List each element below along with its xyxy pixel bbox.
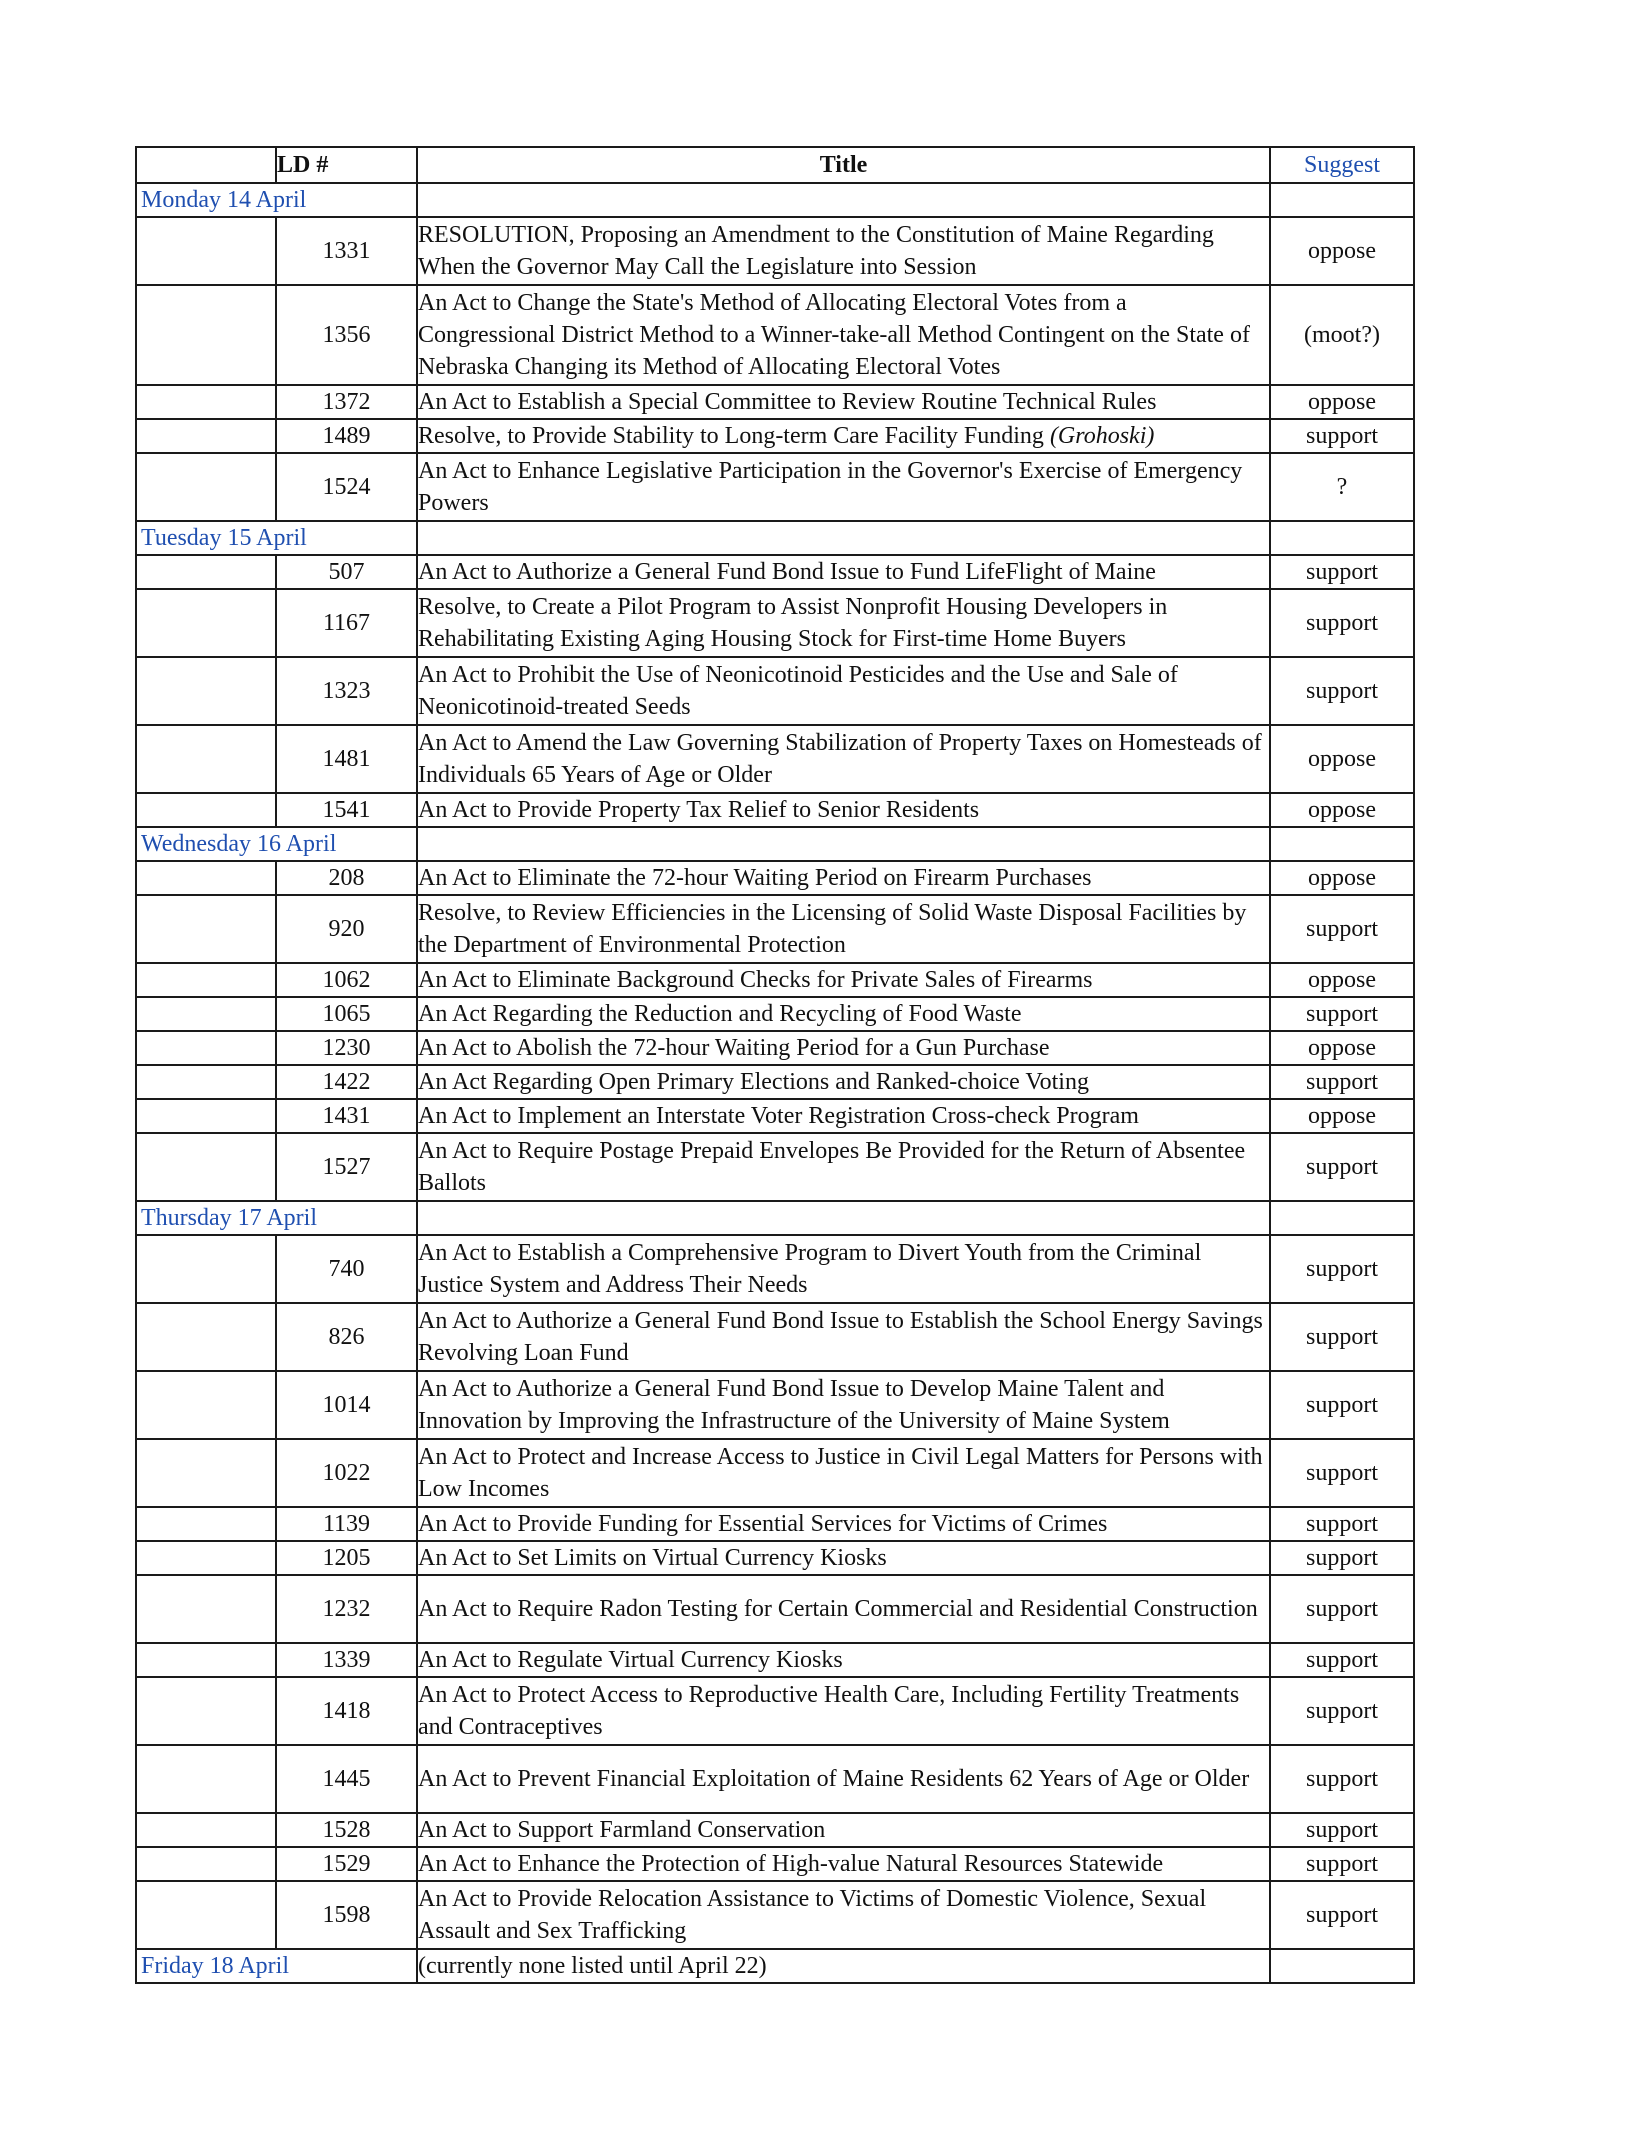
ld-number: 1418 xyxy=(276,1677,417,1745)
suggestion: support xyxy=(1270,1813,1414,1847)
bill-title: An Act to Prohibit the Use of Neonicotinoid Pesticides and the Use and Sale of Neonicotinoid-treated Seeds xyxy=(417,657,1270,725)
ld-number: 1489 xyxy=(276,419,417,453)
ld-number: 1139 xyxy=(276,1507,417,1541)
day-label: Tuesday 15 April xyxy=(136,521,417,555)
suggest-column-header: Suggest xyxy=(1270,147,1414,183)
bill-row xyxy=(136,1677,1414,1745)
ld-number: 1528 xyxy=(276,1813,417,1847)
suggestion: oppose xyxy=(1270,861,1414,895)
suggestion: support xyxy=(1270,1881,1414,1949)
bill-row xyxy=(136,725,1414,793)
suggestion: support xyxy=(1270,1065,1414,1099)
bill-row xyxy=(136,963,1414,997)
bill-title: An Act to Abolish the 72-hour Waiting Period for a Gun Purchase xyxy=(417,1031,1270,1065)
suggestion: support xyxy=(1270,1133,1414,1201)
day-row-friday xyxy=(136,1949,1414,1983)
bill-title: An Act to Eliminate the 72-hour Waiting Period on Firearm Purchases xyxy=(417,861,1270,895)
bill-row xyxy=(136,1099,1414,1133)
day-label: Monday 14 April xyxy=(136,183,417,217)
bill-title: An Act to Require Postage Prepaid Envelopes Be Provided for the Return of Absentee Ballots xyxy=(417,1133,1270,1201)
suggestion: oppose xyxy=(1270,1099,1414,1133)
day-label: Wednesday 16 April xyxy=(136,827,417,861)
bill-title: Resolve, to Review Efficiencies in the Licensing of Solid Waste Disposal Facilities by the Department of Environmental Protection xyxy=(417,895,1270,963)
suggestion: support xyxy=(1270,419,1414,453)
sponsor-note: (Grohoski) xyxy=(1049,422,1155,449)
bill-title: An Act to Regulate Virtual Currency Kiosks xyxy=(417,1643,1270,1677)
ld-number: 1331 xyxy=(276,217,417,285)
bill-row xyxy=(136,1235,1414,1303)
bill-title: An Act to Require Radon Testing for Certain Commercial and Residential Construction xyxy=(417,1575,1270,1643)
suggestion: support xyxy=(1270,997,1414,1031)
bill-title: An Act to Provide Property Tax Relief to Senior Residents xyxy=(417,793,1270,827)
day-suggest-spacer xyxy=(1270,183,1414,217)
suggestion: support xyxy=(1270,895,1414,963)
day-row-tuesday xyxy=(136,521,1414,555)
bill-row xyxy=(136,793,1414,827)
suggestion: (moot?) xyxy=(1270,285,1414,385)
ld-number: 1529 xyxy=(276,1847,417,1881)
day-row-thursday xyxy=(136,1201,1414,1235)
suggestion: support xyxy=(1270,1677,1414,1745)
suggestion: oppose xyxy=(1270,1031,1414,1065)
ld-column-header: LD # xyxy=(276,147,417,183)
bill-row xyxy=(136,285,1414,385)
bill-title: An Act to Prevent Financial Exploitation of Maine Residents 62 Years of Age or Older xyxy=(417,1745,1270,1813)
suggestion: support xyxy=(1270,589,1414,657)
ld-number: 1422 xyxy=(276,1065,417,1099)
title-column-header: Title xyxy=(417,147,1270,183)
bill-title: An Act to Eliminate Background Checks for Private Sales of Firearms xyxy=(417,963,1270,997)
bill-title: An Act to Enhance the Protection of High-value Natural Resources Statewide xyxy=(417,1847,1270,1881)
ld-number: 1167 xyxy=(276,589,417,657)
suggestion: support xyxy=(1270,1575,1414,1643)
bill-title: An Act to Change the State's Method of Allocating Electoral Votes from a Congressional District Method to a Winner-take-all Method Contingent on the State of Nebraska Changing its Method of Allocating Electoral Votes xyxy=(417,285,1270,385)
bill-title: An Act to Establish a Special Committee to Review Routine Technical Rules xyxy=(417,385,1270,419)
bill-title: An Act to Protect Access to Reproductive Health Care, Including Fertility Treatments and Contraceptives xyxy=(417,1677,1270,1745)
day-row-monday xyxy=(136,183,1414,217)
ld-number: 1431 xyxy=(276,1099,417,1133)
bill-title: An Act to Set Limits on Virtual Currency Kiosks xyxy=(417,1541,1270,1575)
suggestion: oppose xyxy=(1270,963,1414,997)
ld-number: 507 xyxy=(276,555,417,589)
suggestion: ? xyxy=(1270,453,1414,521)
ld-number: 1445 xyxy=(276,1745,417,1813)
ld-number: 740 xyxy=(276,1235,417,1303)
ld-number: 826 xyxy=(276,1303,417,1371)
bill-row xyxy=(136,1133,1414,1201)
bill-title: Resolve, to Create a Pilot Program to Assist Nonprofit Housing Developers in Rehabilitating Existing Aging Housing Stock for First-time Home Buyers xyxy=(417,589,1270,657)
ld-number: 1205 xyxy=(276,1541,417,1575)
bill-title: An Act to Enhance Legislative Participation in the Governor's Exercise of Emergency Powers xyxy=(417,453,1270,521)
suggestion: support xyxy=(1270,1507,1414,1541)
friday-note: (currently none listed until April 22) xyxy=(417,1949,1270,1983)
bill-row xyxy=(136,1881,1414,1949)
day-label: Friday 18 April xyxy=(136,1949,417,1983)
ld-number: 1323 xyxy=(276,657,417,725)
suggestion: oppose xyxy=(1270,385,1414,419)
bill-row xyxy=(136,1371,1414,1439)
bill-title-text: Resolve, to Provide Stability to Long-term Care Facility Funding xyxy=(418,422,1044,449)
bill-row xyxy=(136,1813,1414,1847)
suggestion: support xyxy=(1270,1643,1414,1677)
bill-row xyxy=(136,1847,1414,1881)
ld-number: 1232 xyxy=(276,1575,417,1643)
bill-title: An Act to Protect and Increase Access to Justice in Civil Legal Matters for Persons with Low Incomes xyxy=(417,1439,1270,1507)
bill-row xyxy=(136,453,1414,521)
bill-title: An Act Regarding the Reduction and Recycling of Food Waste xyxy=(417,997,1270,1031)
ld-number: 1230 xyxy=(276,1031,417,1065)
bill-row xyxy=(136,1643,1414,1677)
suggestion: support xyxy=(1270,555,1414,589)
bill-row xyxy=(136,555,1414,589)
day-label: Thursday 17 April xyxy=(136,1201,417,1235)
ld-number: 1065 xyxy=(276,997,417,1031)
ld-number: 1481 xyxy=(276,725,417,793)
date-column-header xyxy=(136,147,276,183)
ld-number: 1356 xyxy=(276,285,417,385)
suggestion: support xyxy=(1270,1745,1414,1813)
bill-row xyxy=(136,1065,1414,1099)
bill-row xyxy=(136,1507,1414,1541)
ld-number: 1598 xyxy=(276,1881,417,1949)
suggestion: support xyxy=(1270,1303,1414,1371)
ld-number: 1524 xyxy=(276,453,417,521)
ld-number: 1527 xyxy=(276,1133,417,1201)
bill-row xyxy=(136,1575,1414,1643)
ld-number: 1372 xyxy=(276,385,417,419)
bill-schedule-table xyxy=(135,146,1415,1984)
day-title-spacer xyxy=(417,183,1270,217)
ld-number: 920 xyxy=(276,895,417,963)
ld-number: 1062 xyxy=(276,963,417,997)
bill-row xyxy=(136,385,1414,419)
suggestion: support xyxy=(1270,1439,1414,1507)
bill-row xyxy=(136,1745,1414,1813)
ld-number: 1014 xyxy=(276,1371,417,1439)
suggestion: oppose xyxy=(1270,725,1414,793)
suggestion: support xyxy=(1270,657,1414,725)
day-row-wednesday xyxy=(136,827,1414,861)
ld-number: 1022 xyxy=(276,1439,417,1507)
suggestion: support xyxy=(1270,1371,1414,1439)
header-row xyxy=(136,147,1414,183)
bill-title: An Act Regarding Open Primary Elections and Ranked-choice Voting xyxy=(417,1065,1270,1099)
bill-row xyxy=(136,1303,1414,1371)
bill-row xyxy=(136,589,1414,657)
bill-title: An Act to Establish a Comprehensive Program to Divert Youth from the Criminal Justice System and Address Their Needs xyxy=(417,1235,1270,1303)
suggestion: oppose xyxy=(1270,793,1414,827)
bill-row xyxy=(136,1031,1414,1065)
bill-row xyxy=(136,997,1414,1031)
suggestion: oppose xyxy=(1270,217,1414,285)
bill-row xyxy=(136,1541,1414,1575)
bill-row xyxy=(136,1439,1414,1507)
bill-title: An Act to Authorize a General Fund Bond Issue to Fund LifeFlight of Maine xyxy=(417,555,1270,589)
bill-row xyxy=(136,657,1414,725)
bill-row xyxy=(136,217,1414,285)
ld-number: 1541 xyxy=(276,793,417,827)
bill-row xyxy=(136,895,1414,963)
bill-title: An Act to Authorize a General Fund Bond Issue to Develop Maine Talent and Innovation by Improving the Infrastructure of the University of Maine System xyxy=(417,1371,1270,1439)
bill-title xyxy=(417,419,1270,453)
ld-number: 1339 xyxy=(276,1643,417,1677)
schedule-body xyxy=(136,183,1414,1983)
bill-title: An Act to Provide Funding for Essential Services for Victims of Crimes xyxy=(417,1507,1270,1541)
bill-title: An Act to Amend the Law Governing Stabilization of Property Taxes on Homesteads of Individuals 65 Years of Age or Older xyxy=(417,725,1270,793)
bill-title: RESOLUTION, Proposing an Amendment to the Constitution of Maine Regarding When the Governor May Call the Legislature into Session xyxy=(417,217,1270,285)
suggestion: support xyxy=(1270,1235,1414,1303)
bill-row xyxy=(136,861,1414,895)
bill-title: An Act to Support Farmland Conservation xyxy=(417,1813,1270,1847)
bill-title: An Act to Provide Relocation Assistance to Victims of Domestic Violence, Sexual Assault and Sex Trafficking xyxy=(417,1881,1270,1949)
bill-title: An Act to Implement an Interstate Voter Registration Cross-check Program xyxy=(417,1099,1270,1133)
bill-row xyxy=(136,419,1414,453)
bill-title: An Act to Authorize a General Fund Bond Issue to Establish the School Energy Savings Revolving Loan Fund xyxy=(417,1303,1270,1371)
ld-number: 208 xyxy=(276,861,417,895)
suggestion: support xyxy=(1270,1847,1414,1881)
suggestion: support xyxy=(1270,1541,1414,1575)
